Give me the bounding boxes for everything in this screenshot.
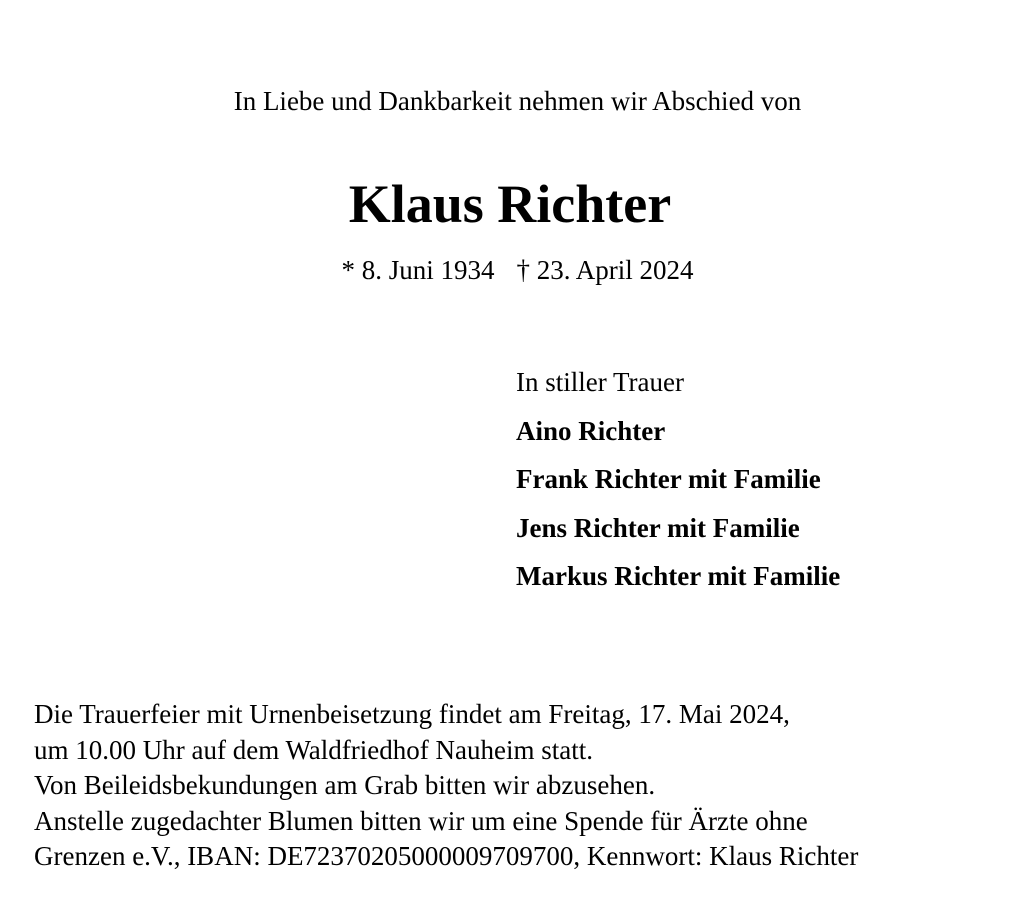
mourner-name: Jens Richter mit Familie	[516, 512, 800, 543]
details-line: Die Trauerfeier mit Urnenbeisetzung findet am Freitag, 17. Mai 2024,	[34, 699, 790, 729]
intro-text: In Liebe und Dankbarkeit nehmen wir Abschied von	[233, 86, 802, 116]
mourner-name: Aino Richter	[516, 415, 666, 446]
birth-date: * 8. Juni 1934	[341, 255, 495, 285]
mourners-heading: In stiller Trauer	[516, 367, 684, 397]
death-date: † 23. April 2024	[516, 255, 694, 285]
life-dates	[0, 254, 1035, 286]
details-line: Grenzen e.V., IBAN: DE72370205000009709700, Kennwort: Klaus Richter	[34, 841, 859, 871]
mourner-name: Markus Richter mit Familie	[516, 561, 841, 591]
details-line: Von Beileidsbekundungen am Grab bitten wir abzusehen.	[34, 770, 656, 800]
funeral-details	[34, 697, 858, 875]
mourner-name: Frank Richter mit Familie	[516, 464, 821, 494]
deceased-name: Klaus Richter	[348, 174, 672, 234]
mourners-block	[516, 358, 840, 601]
details-line: um 10.00 Uhr auf dem Waldfriedhof Nauheim statt.	[34, 734, 593, 765]
details-line: Anstelle zugedachter Blumen bitten wir um eine Spende für Ärzte ohne	[34, 805, 808, 836]
